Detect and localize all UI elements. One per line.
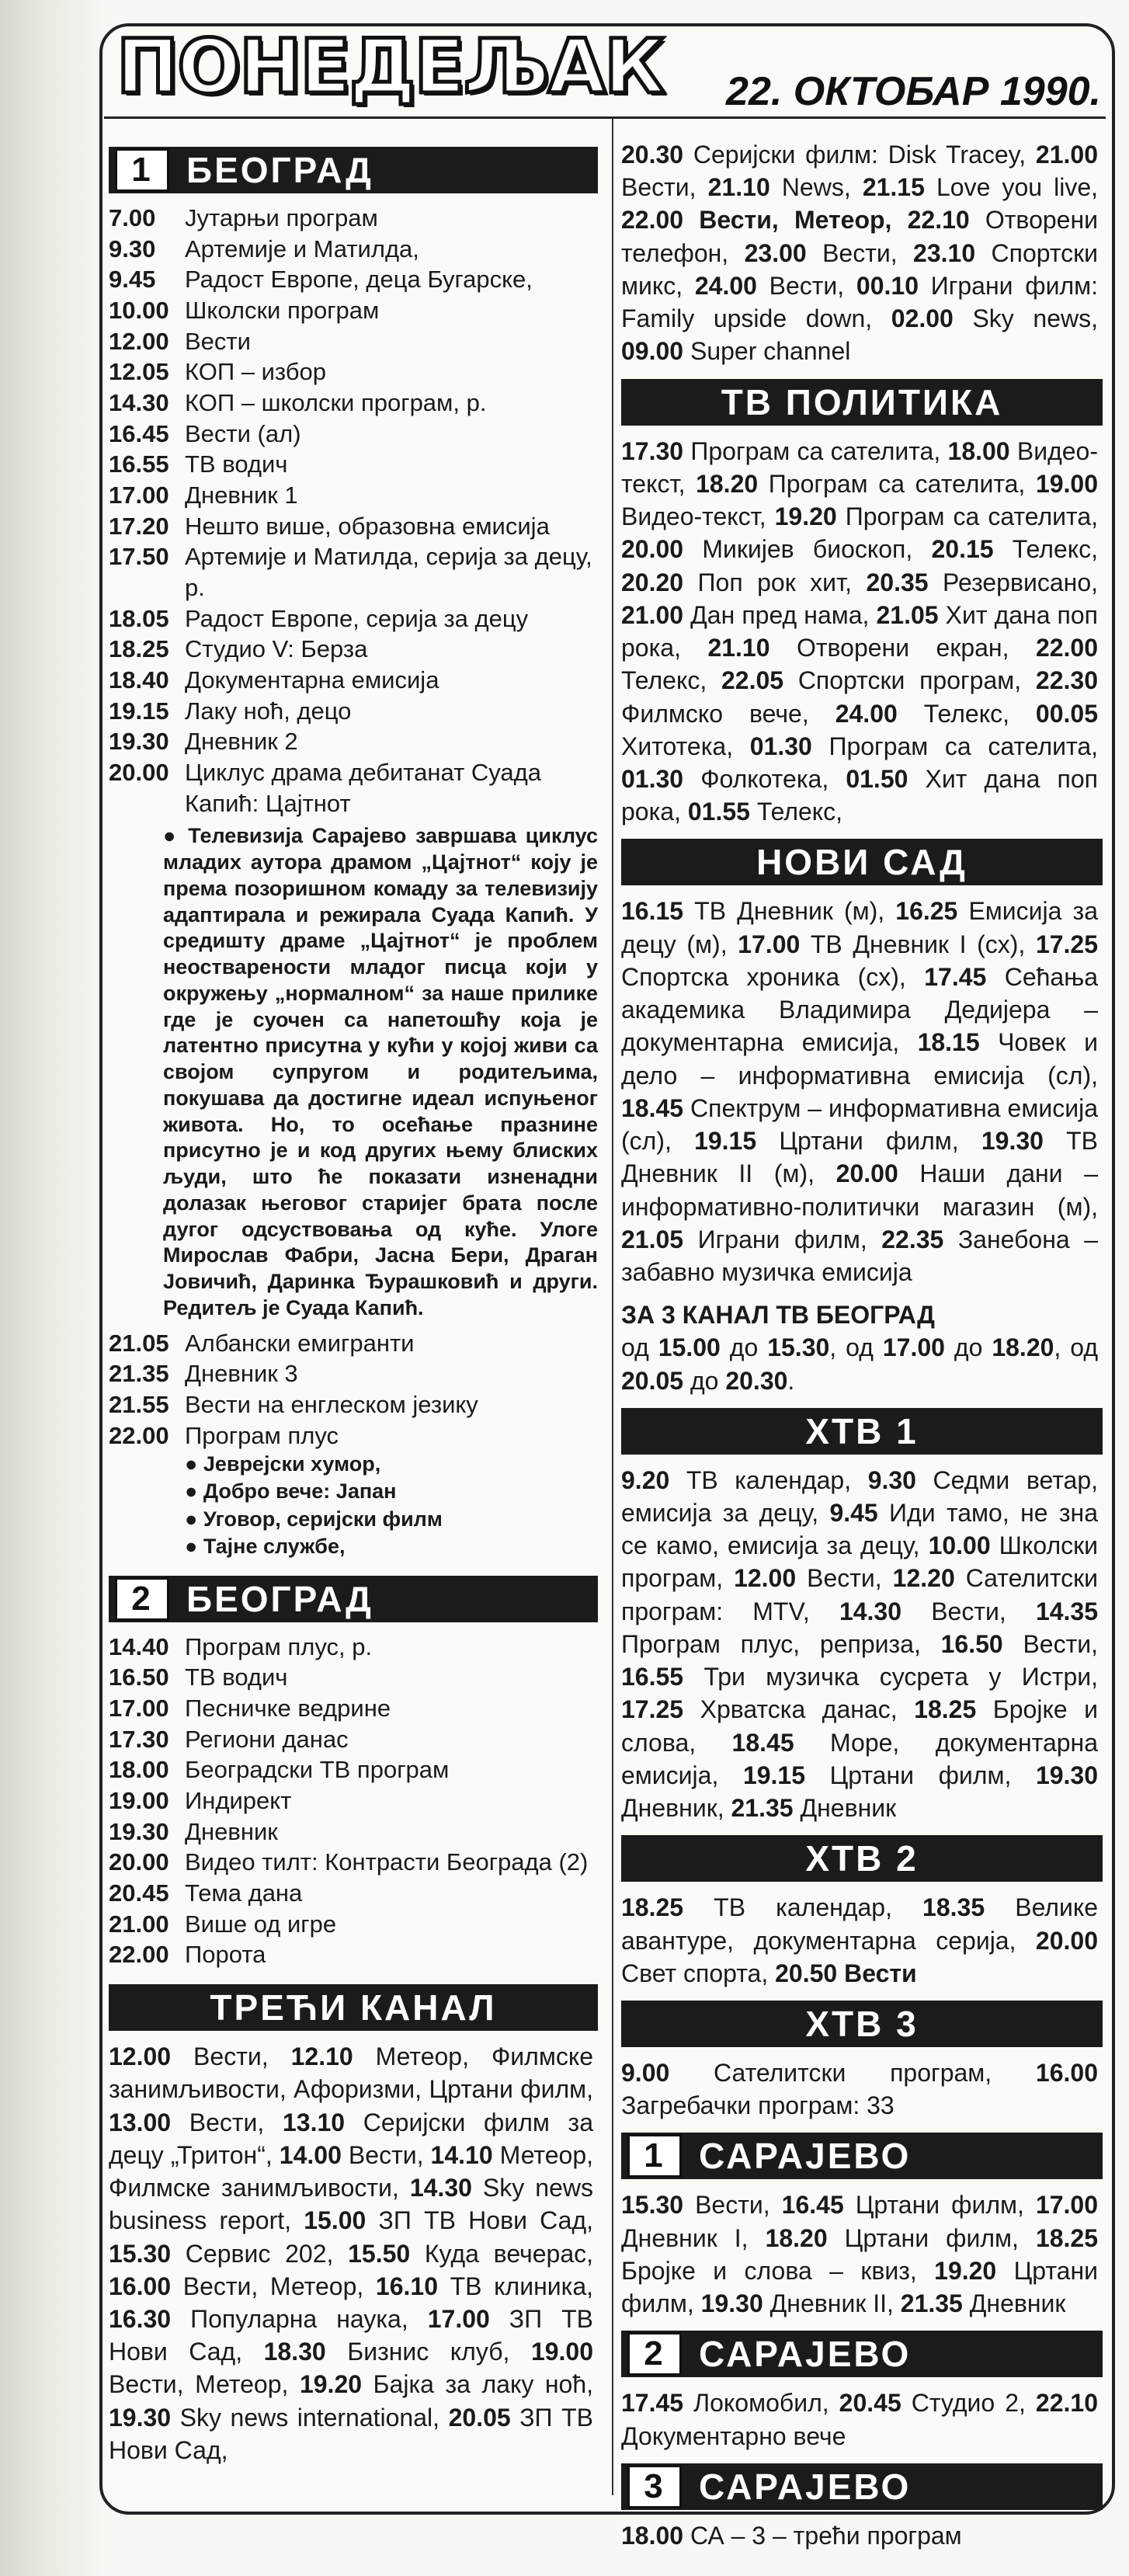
channel-name: САРАЈЕВО [699,2136,912,2177]
left-column [109,136,598,2466]
schedule-sarajevo-1: 15.30 Вести, 16.45 Цртани филм, 17.00 Дневник I, 18.20 Цртани филм, 18.25 Бројке и слова – квиз, 19.20 Цртани филм, 19.30 Дневник II, 21.35 Дневник [621,2191,1099,2318]
schedule-row [109,1662,598,1693]
schedule-row [109,1909,598,1940]
schedule-row [109,1785,598,1816]
channel-name: ТРЕЋИ КАНАЛ [210,1987,497,2028]
program-title: Документарна емисија [185,666,439,694]
program-title: ТВ водич [185,450,288,478]
schedule-beograd-1 [109,203,598,819]
schedule-novi-sad: 16.15 ТВ Дневник (м), 16.25 Емисија за децу (м), 17.00 ТВ Дневник I (сх), 17.25 Спортска хроника (сх), 17.45 Сећања академика Владимира Дедијера – документарна емисија, 18.15 Човек и дело – информативна емисија (сл), 18.45 Спектрум – информативна емисија (сл), 19.15 Цртани филм, 19.30 ТВ Дневник II (м), 20.00 Наши дани – информативно-политички магазин (м), 21.05 Играни филм, 22.35 Занебона – забавно музичка емисија [621,897,1099,1287]
schedule-row [109,1816,598,1848]
program-title: Дневник 3 [185,1360,298,1388]
program-title: Програм плус, р. [185,1632,373,1660]
channel-header-treci-kanal [109,1984,598,2031]
schedule-row [109,603,598,634]
program-title: Индирект [185,1787,292,1815]
schedule-row [109,1632,598,1663]
channel-name: САРАЈЕВО [699,2466,912,2507]
schedule-row [109,757,598,819]
schedule-row [109,726,598,757]
program-plus-item: ● Уговор, серијски филм [185,1506,598,1533]
program-plus-item: ● Добро вече: Јапан [185,1478,598,1505]
schedule-row [109,388,598,419]
schedule-row [109,356,598,388]
program-title: Артемије и Матилда, [185,235,419,262]
program-title: Региони данас [185,1725,349,1753]
channel-name: БЕОГРАД [186,150,373,190]
program-title: Вести [185,327,251,355]
schedule-htv-3: 9.00 Сателитски програм, 16.00 Загребачки програм: 33 [621,2059,1098,2120]
program-time: 20.00 [109,759,169,787]
program-time: 20.00 [109,1848,169,1876]
schedule-row [109,1420,598,1451]
program-time: 18.25 [109,635,169,663]
program-time: 18.05 [109,604,169,632]
page-date: 22. ОКТОБАР 1990. [726,69,1101,114]
schedule-row [109,1939,598,1970]
schedule-row [109,665,598,696]
channel-number: 2 [627,2332,682,2376]
program-time: 12.00 [109,327,169,355]
program-title: Порота [185,1941,266,1969]
schedule-row [109,1358,598,1389]
program-time: 9.30 [109,235,156,262]
program-title: Нешто више, образовна емисија [185,512,550,540]
program-title: Дневник 2 [185,728,298,756]
channel-header-sarajevo-2 [621,2331,1103,2377]
program-time: 21.00 [109,1910,169,1938]
schedule-sarajevo-2: 17.45 Локомобил, 20.45 Студио 2, 22.10 Документарно вече [621,2389,1098,2450]
program-title: Вести (ал) [185,419,301,447]
program-title: Школски програм [185,297,380,325]
program-time: 10.00 [109,297,169,325]
program-time: 17.00 [109,481,169,509]
schedule-sarajevo-3: 18.00 СА – 3 – трећи програм [621,2521,962,2550]
schedule-htv-1: 9.20 ТВ календар, 9.30 Седми ветар, емисија за децу, 9.45 Иди тамо, не зна се камо, емисија за децу, 10.00 Школски програм, 12.00 Вести, 12.20 Сателитски програм: MTV, 14.30 Вести, 14.35 Програм плус, реприза, 16.50 Вести, 16.55 Три музичка сусрета у Истри, 17.25 Хрватска данас, 18.25 Бројке и слова, 18.45 Море, документарна емисија, 19.15 Цртани филм, 19.30 Дневник, 21.35 Дневник [621,1465,1099,1823]
program-time: 17.00 [109,1695,169,1723]
program-time: 19.15 [109,697,169,725]
schedule-row [109,449,598,480]
program-time: 9.45 [109,266,156,294]
program-title: КОП – школски програм, р. [185,389,487,417]
channel-header-htv-3 [621,2001,1103,2047]
schedule-row [109,1754,598,1785]
channel-name: ТВ ПОЛИТИКА [721,381,1003,422]
header-rule [104,116,1106,119]
schedule-row [109,1389,598,1420]
schedule-beograd-2 [109,1632,598,1970]
program-time: 20.45 [109,1879,169,1907]
schedule-row [109,326,598,357]
program-time: 12.05 [109,358,169,386]
program-time: 17.20 [109,512,169,540]
program-time: 16.55 [109,450,169,478]
schedule-row [109,234,598,265]
schedule-row [109,541,598,603]
channel-number: 1 [115,148,169,192]
program-title: Радост Европе, деца Бугарске, [185,266,533,294]
schedule-htv-2: 18.25 ТВ календар, 18.35 Велике авантуре, документарна серија, 20.00 Свет спорта, 20.50 Вести [621,1893,1098,1987]
schedule-row [109,295,598,326]
program-title: Циклус драма дебитанат Суада Капић: Цајтнот [185,759,541,817]
program-title: Дневник [185,1817,278,1845]
schedule-treci-kanal: 12.00 Вести, 12.10 Метеор, Филмске занимљивости, Афоризми, Цртани филм, 13.00 Вести, 13.10 Серијски филм за децу „Тритон“, 14.00 Вести, 14.10 Метеор, Филмске занимљивости, 14.30 Sky news business report, 15.00 ЗП ТВ Нови Сад, 15.30 Сервис 202, 15.50 Куда вечерас, 16.00 Вести, Метеор, 16.10 ТВ клиника, 16.30 Популарна наука, 17.00 ЗП ТВ Нови Сад, 18.30 Бизнис клуб, 19.00 Вести, Метеор, 19.20 Бајка за лаку ноћ, 19.30 Sky news international, 20.05 ЗП ТВ Нови Сад, [109,2042,594,2464]
channel-name: НОВИ САД [756,842,967,883]
program-title: Јутарњи програм [185,204,378,231]
program-time: 19.00 [109,1787,169,1815]
schedule-row [109,480,598,511]
program-title: Албански емигранти [185,1329,415,1357]
schedule-row [109,511,598,542]
program-title: Песничке ведрине [185,1695,391,1723]
channel-header-tv-politika [621,379,1103,426]
program-time: 14.30 [109,389,169,417]
program-note-cajtnot: ● Телевизија Сарајево завршава циклус младих аутора драмом „Цајтнот“ коју је према позоришном комаду за телевизију адаптирала и режирала Суада Капић. У средишту драме „Цајтнот“ је проблем неоствaрености младог писца који у окружењу „нормалном“ за наше прилике где је суочен са напетошћу која је латентно присутна у кући у којој живи са својом супругом и родитељима, покушава да достигне идеал испуњеног живота. Но, то осећање празнине присутно је и код других њему блиских људи, што ће показати изненадни долазак његовог старијег брата после дугог одсуствовања од куће. Улоге Мирослав Фабри, Јасна Бери, Драган Јовичић, Даринка Ђурашковић и други. Редитељ је Суада Капић. [163,824,598,1319]
program-title: Студио V: Берза [185,635,368,663]
program-title: Видео тилт: Контрасти Београда (2) [185,1848,589,1876]
channel-header-beograd-2 [109,1576,598,1622]
schedule-beograd-1-late [109,1328,598,1451]
channel-number: 1 [627,2134,682,2178]
program-time: 22.00 [109,1421,169,1449]
program-time: 16.50 [109,1663,169,1691]
program-time: 14.40 [109,1632,169,1660]
program-title: Радост Европе, серија за децу [185,604,529,632]
program-time: 17.50 [109,543,169,571]
program-title: Дневник 1 [185,481,298,509]
program-plus-item: ● Јеврејски хумор, [185,1451,598,1478]
program-time: 16.45 [109,419,169,447]
program-time: 19.30 [109,728,169,756]
program-time: 21.35 [109,1360,169,1388]
page-title: ПОНЕДЕЉАК [116,23,664,110]
column-divider [612,119,613,2495]
program-plus-list [185,1451,598,1559]
channel-name: БЕОГРАД [186,1578,373,1619]
program-title: Београдски ТВ програм [185,1756,450,1784]
schedule-treci-kanal-continued: 20.30 Серијски филм: Disk Tracey, 21.00 Вести, 21.10 News, 21.15 Love you live, 22.00 Вести, Метеор, 22.10 Отворени телефон, 23.00 Вести, 23.10 Спортски микс, 24.00 Вести, 00.10 Играни филм: Family upside down, 02.00 Sky news, 09.00 Super channel [621,141,1099,366]
program-time: 21.55 [109,1391,169,1419]
channel-header-sarajevo-1 [621,2133,1103,2179]
schedule-row [109,634,598,665]
program-time: 7.00 [109,204,156,231]
schedule-row [109,264,598,295]
channel-header-sarajevo-3 [621,2463,1103,2510]
program-time: 22.00 [109,1941,169,1969]
program-time: 19.30 [109,1817,169,1845]
program-title: Лаку ноћ, децо [185,697,352,725]
program-title: Програм плус [185,1421,339,1449]
schedule-row [109,1878,598,1909]
channel-number: 3 [627,2465,682,2508]
schedule-row [109,1328,598,1359]
channel-name: ХТВ 2 [805,1838,919,1879]
schedule-row [109,696,598,727]
schedule-tv-politika: 17.30 Програм са сателита, 18.00 Видео-текст, 18.20 Програм са сателита, 19.00 Видео-текст, 19.20 Програм са сателита, 20.00 Микијев биоскоп, 20.15 Телекс, 20.20 Поп рок хит, 20.35 Резервисано, 21.00 Дан пред нама, 21.05 Хит дана поп рока, 21.10 Отворени екран, 22.00 Телекс, 22.05 Спортски програм, 22.30 Филмско вече, 24.00 Телекс, 00.05 Хитотека, 01.30 Програм са сателита, 01.30 Фолкотека, 01.50 Хит дана поп рока, 01.55 Телекс, [621,436,1099,826]
channel-header-htv-1 [621,1408,1103,1455]
program-title: Тема дана [185,1879,303,1907]
program-time: 18.00 [109,1756,169,1784]
schedule-row [109,1693,598,1724]
schedule-row [109,203,598,234]
program-time: 18.40 [109,666,169,694]
third-channel-subheading: ЗА 3 КАНАЛ ТВ БЕОГРАД [621,1301,935,1330]
right-column [621,138,1103,2552]
channel-name: ХТВ 1 [805,1410,919,1451]
channel-name: САРАЈЕВО [699,2334,912,2375]
schedule-row [109,419,598,450]
program-title: Вести на енглеском језику [185,1391,478,1419]
channel-name: ХТВ 3 [805,2004,919,2045]
program-time: 21.05 [109,1329,169,1357]
program-plus-item: ● Тајне службе, [185,1533,598,1560]
program-title: Артемије и Матилда, серија за децу, р. [185,543,592,602]
channel-number: 2 [115,1577,169,1621]
program-time: 17.30 [109,1725,169,1753]
program-title: Више од игре [185,1910,337,1938]
program-title: ТВ водич [185,1663,288,1691]
channel-header-novi-sad [621,839,1103,885]
third-channel-times: од 15.00 до 15.30, од 17.00 до 18.20, од 20.05 до 20.30. [621,1333,1099,1395]
schedule-row [109,1847,598,1878]
channel-header-htv-2 [621,1835,1103,1882]
program-title: КОП – избор [185,358,326,386]
schedule-row [109,1724,598,1755]
channel-header-beograd-1 [109,147,598,193]
